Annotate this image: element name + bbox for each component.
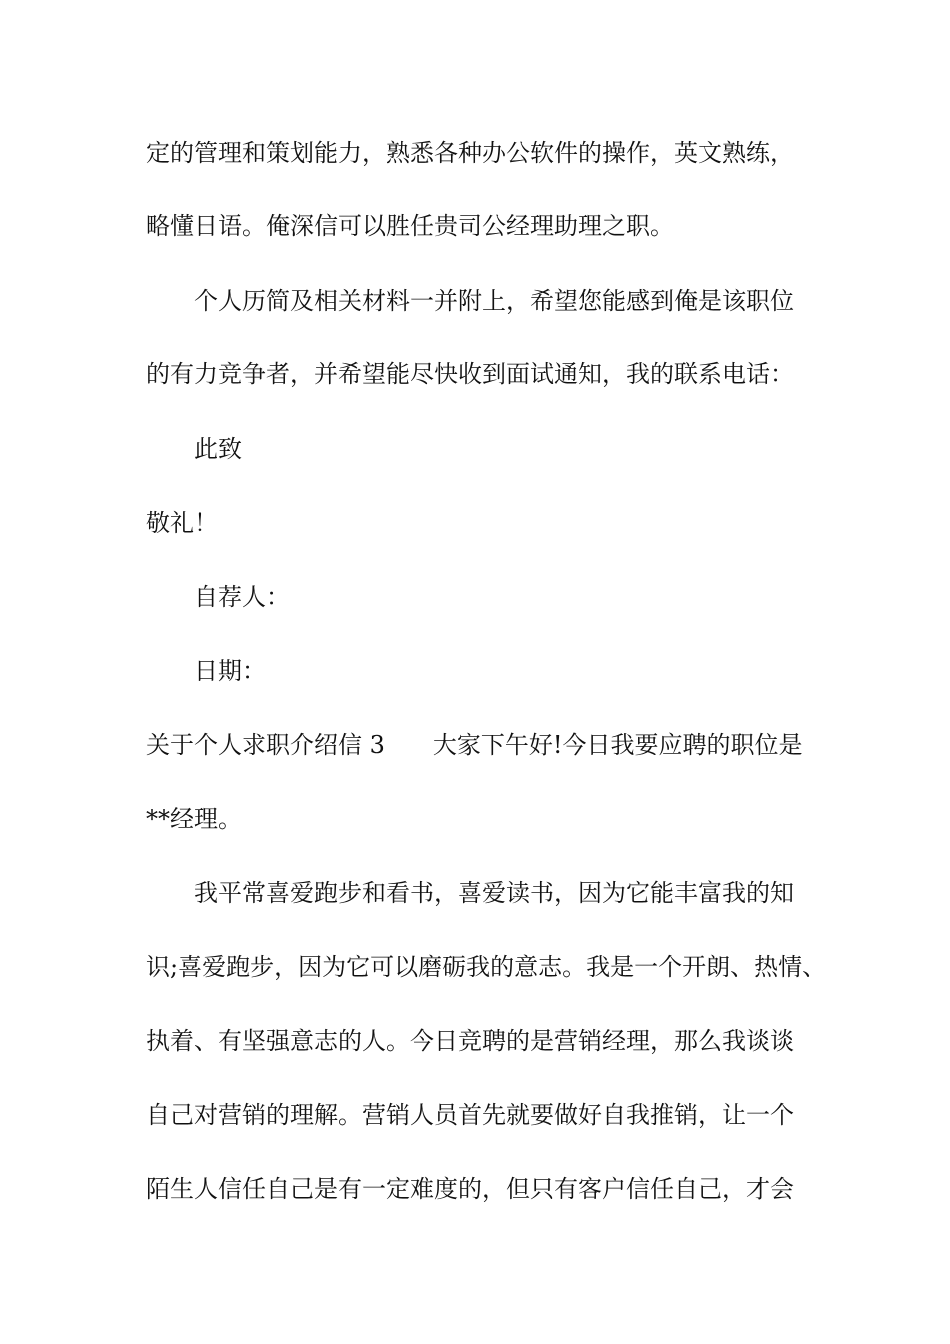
paragraph-line: 略懂日语。俺深信可以胜任贵司公经理助理之职。: [146, 212, 674, 240]
section-heading-line: [146, 730, 803, 760]
signature-label: 自荐人：: [194, 583, 290, 611]
section-opening: 大家下午好!今日我要应聘的职位是: [432, 731, 803, 759]
paragraph-line: 自己对营销的理解。营销人员首先就要做好自我推销，让一个: [146, 1101, 794, 1129]
paragraph-line: **经理。: [146, 805, 242, 833]
section-heading: 关于个人求职介绍信 3: [146, 731, 385, 759]
paragraph-line: 的有力竞争者，并希望能尽快收到面试通知，我的联系电话：: [146, 360, 794, 388]
closing-salutation: 此致: [194, 435, 242, 463]
paragraph-line: 我平常喜爱跑步和看书，喜爱读书，因为它能丰富我的知: [194, 879, 794, 907]
paragraph-line: 陌生人信任自己是有一定难度的，但只有客户信任自己，才会: [146, 1175, 794, 1203]
paragraph-line: 个人历简及相关材料一并附上，希望您能感到俺是该职位: [194, 287, 794, 315]
paragraph-line: 执着、有坚强意志的人。今日竞聘的是营销经理，那么我谈谈: [146, 1027, 794, 1055]
paragraph-line: 识;喜爱跑步，因为它可以磨砺我的意志。我是一个开朗、热情、: [146, 953, 827, 981]
closing-regards: 敬礼！: [146, 509, 218, 537]
date-label: 日期：: [194, 657, 266, 685]
paragraph-line: 定的管理和策划能力，熟悉各种办公软件的操作，英文熟练，: [146, 139, 794, 167]
